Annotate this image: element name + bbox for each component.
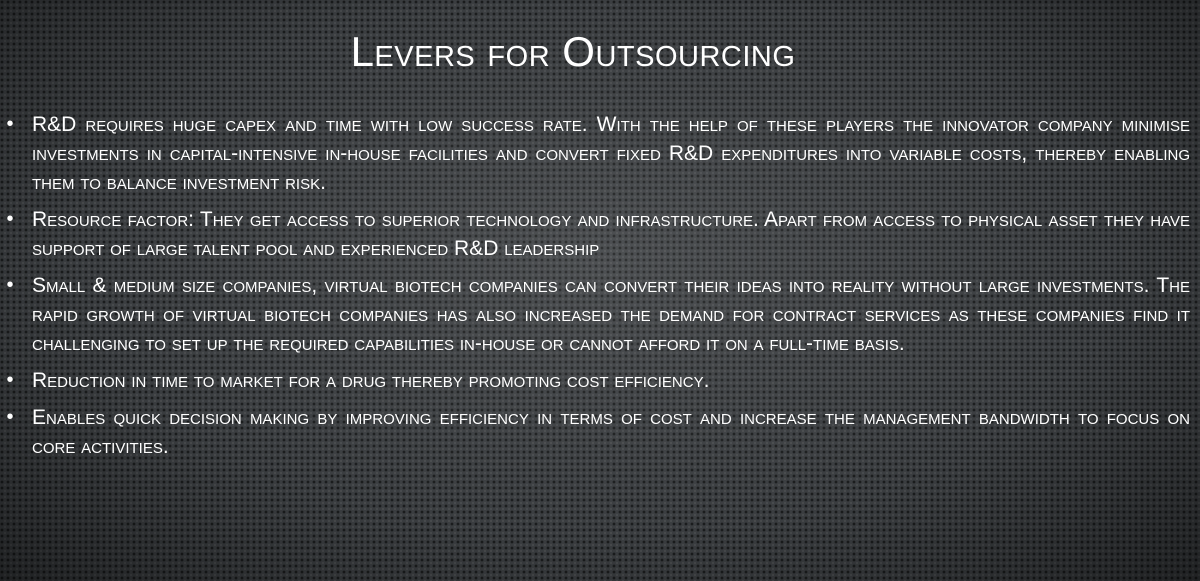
bullet-text: Enables quick decision making by improving efficiency in terms of cost and increase the management bandwidth to focus on core activities.: [32, 406, 1190, 458]
bullet-item-resource-factor: [0, 205, 1190, 263]
bullet-item-small-medium-companies: [0, 271, 1190, 358]
bullet-text: Reduction in time to market for a drug thereby promoting cost efficiency.: [32, 369, 710, 392]
bullet-item-capex: [0, 110, 1190, 197]
bullet-item-time-to-market: [0, 366, 1190, 395]
bullet-icon: •: [6, 208, 14, 230]
bullet-icon: •: [6, 113, 14, 135]
bullet-text: Small & medium size companies, virtual biotech companies can convert their ideas into reality without large investments. The rapid growth of virtual biotech companies has also increased the demand for contract services as these companies find it challenging to set up the required capabilities in-house or cannot afford it on a full-time basis.: [32, 274, 1190, 355]
bullet-item-decision-making: [0, 403, 1190, 461]
bullet-text: R&D requires huge capex and time with low success rate. With the help of these players the innovator company minimise investments in capital-intensive in-house facilities and convert fixed R&D expenditures into variable costs, thereby enabling them to balance investment risk.: [32, 113, 1190, 194]
bullet-icon: •: [6, 406, 14, 428]
slide-title: Levers for Outsourcing: [350, 28, 796, 75]
bullet-icon: •: [6, 369, 14, 391]
bullet-text: Resource factor: They get access to superior technology and infrastructure. Apart from access to physical asset they have support of large talent pool and experienced R&D leadership: [32, 208, 1190, 260]
bullet-list: [0, 110, 1190, 469]
bullet-icon: •: [6, 274, 14, 296]
